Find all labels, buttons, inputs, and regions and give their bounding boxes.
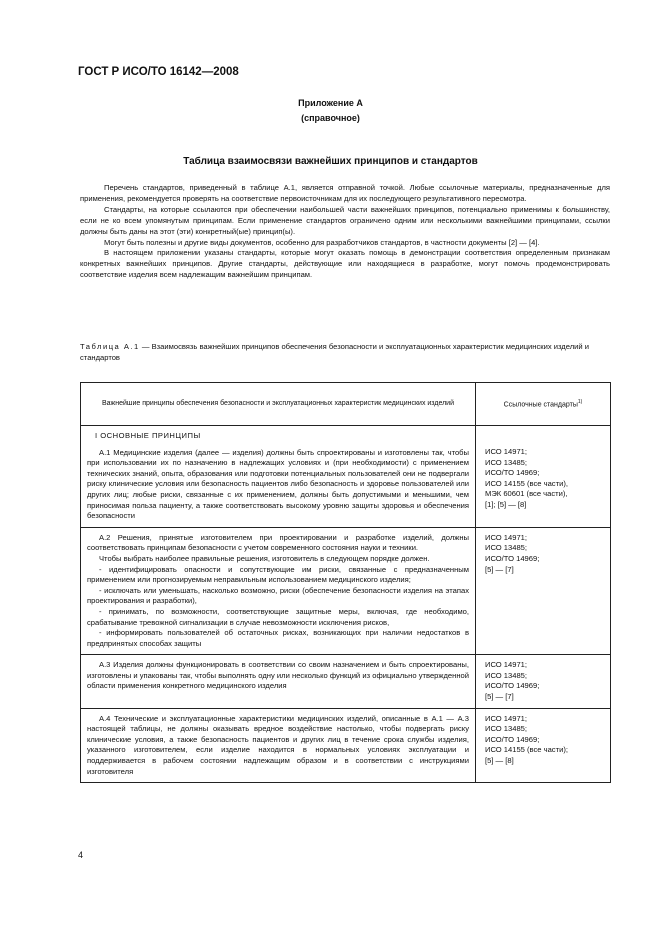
- principle-text: - принимать, по возможности, соответствующие защитные меры, включая, где необходимо, срабатывание тревожной сигнализации в случае невозможности исключения рисков,: [87, 606, 469, 627]
- standard-ref: [5] — [7]: [485, 692, 514, 702]
- principle-text: А.1 Медицинские изделия (далее — изделия) должны быть спроектированы и изготовлены так, чтобы при использовании их по назначению в надлежащих условиях и (при необходимости) с применением технических знаний, опыта, образования или подготовки потенциальных пользователей они не подвергали риску клинические условия или безопасность пациентов либо безопасность и здоровье пользователей или других лиц; любые риски, связанные с их применением, должны быть допустимыми и меньшими, чем приносимая польза пациенту, а также соответствовать высокому уровню защиты здоровья и обеспечения безопасности: [87, 447, 469, 521]
- table-row: [81, 426, 611, 528]
- standards-cell: [476, 708, 611, 783]
- table-caption-label: Таблица А.1: [80, 342, 140, 351]
- standard-ref: ИСО/ТО 14969;: [485, 468, 540, 478]
- standard-ref: [1]; [5] — [8]: [485, 499, 527, 509]
- standard-ref: ИСО 13485;: [485, 670, 528, 680]
- principle-text: А.2 Решения, принятые изготовителем при проектировании и разработке изделий, должны соответствовать принципам безопасности с учетом современного состояния науки и техники.: [87, 532, 469, 553]
- document-header: ГОСТ Р ИСО/ТО 16142—2008: [78, 66, 239, 78]
- standard-ref: ИСО 14971;: [485, 532, 528, 542]
- principle-cell: [81, 708, 476, 783]
- standard-ref: ИСО 14971;: [485, 660, 528, 670]
- table-header-row: [81, 383, 611, 426]
- footnote-marker: 1): [577, 399, 583, 406]
- appendix-title: Приложение А: [298, 98, 363, 108]
- appendix-heading: [0, 96, 661, 126]
- section-heading: I ОСНОВНЫЕ ПРИНЦИПЫ: [95, 431, 201, 440]
- standard-ref: ИСО 14155 (все части);: [485, 745, 568, 755]
- standard-ref: [5] — [7]: [485, 564, 514, 574]
- intro-paragraph: В настоящем приложении указаны стандарты, которые могут оказать помощь в демонстрации соответствия определенным признакам конкретных важнейших принципов. Другие стандарты, действующие или находящиеся в разработке, могут помочь продемонстрировать соответствие изделия всем надлежащим важнейшим принципам.: [80, 248, 610, 280]
- intro-paragraph: Стандарты, на которые ссылаются при обеспечении наибольшей части важнейших принципов, потенциально применимы к большинству, если не ко всем упомянутым принципам. Если применение стандартов ограничено одним или несколькими важнейшими принципами, ссылки должны быть даны на этот (эти) конкретный(ые) принцип(ы).: [80, 204, 610, 236]
- principle-text: - исключать или уменьшать, насколько возможно, риски (обеспечение безопасности изделия на этапах проектирования и разработки),: [87, 585, 469, 606]
- table-row: [81, 708, 611, 783]
- intro-text: [80, 183, 610, 281]
- col-principles-header: Важнейшие принципы обеспечения безопасности и эксплуатационных характеристик медицинских изделий: [81, 383, 476, 426]
- standard-ref: ИСО 13485;: [485, 543, 528, 553]
- col-standards-header: [476, 383, 611, 426]
- standard-ref: ИСО/ТО 14969;: [485, 553, 540, 563]
- standard-ref: МЭК 60601 (все части),: [485, 489, 568, 499]
- principles-table: [80, 382, 611, 783]
- standards-cell: [476, 527, 611, 655]
- intro-paragraph: Перечень стандартов, приведенный в таблице А.1, является отправной точкой. Любые ссылочные материалы, предназначенные для применения, рекомендуется проверять на соответствие первоисточникам для их последующего результативного пересмотра.: [80, 183, 610, 203]
- standard-ref: ИСО 13485;: [485, 457, 528, 467]
- standard-ref: ИСО 14971;: [485, 713, 528, 723]
- col-standards-label: Ссылочные стандарты: [503, 401, 578, 409]
- page-number: 4: [78, 850, 84, 860]
- standard-ref: ИСО 13485;: [485, 724, 528, 734]
- table-row: [81, 527, 611, 655]
- principle-text: - идентифицировать опасности и сопутствующие им риски, связанные с предназначенным применением или прогнозируемым неправильным использованием медицинского изделия;: [87, 564, 469, 585]
- principle-cell: [81, 426, 476, 528]
- standards-cell: [476, 426, 611, 528]
- appendix-subtitle: (справочное): [301, 113, 360, 123]
- standard-ref: ИСО 14155 (все части),: [485, 478, 568, 488]
- table-caption: [80, 342, 610, 364]
- standard-ref: [5] — [8]: [485, 756, 514, 766]
- standard-ref: ИСО 14971;: [485, 447, 528, 456]
- standard-ref: ИСО/ТО 14969;: [485, 681, 540, 691]
- principle-text: А.3 Изделия должны функционировать в соответствии со своим назначением и быть спроектированы, изготовлены и упакованы так, чтобы выполнять одну или несколько функций из официально утвержденной области применения конкретного медицинского изделия: [87, 660, 469, 691]
- principle-text: А.4 Технические и эксплуатационные характеристики медицинских изделий, описанные в А.1 — А.3 настоящей таблицы, не должны оказывать вредное воздействие настолько, чтобы подвергать риску клинические условия, а также безопасность пациентов и других лиц в течение срока службы изделия, указанного изготовителем, если изделие находится в нормальных условиях эксплуатации и поддерживается в рабочем состоянии надлежащим образом и в соответствии с инструкциями изготовителя: [87, 713, 469, 776]
- principle-text: - информировать пользователей об остаточных рисках, возникающих при наличии недостатков в предпринятых способах защиты: [87, 628, 469, 648]
- table-caption-text: — Взаимосвязь важнейших принципов обеспечения безопасности и эксплуатационных характеристик медицинских изделий и стандартов: [80, 342, 589, 362]
- principle-cell: [81, 655, 476, 708]
- table-row: [81, 655, 611, 708]
- section-title: Таблица взаимосвязи важнейших принципов и стандартов: [183, 156, 478, 167]
- principle-cell: [81, 527, 476, 655]
- principle-text: Чтобы выбрать наиболее правильные решения, изготовитель в следующем порядке должен.: [99, 553, 430, 563]
- standard-ref: ИСО/ТО 14969;: [485, 734, 540, 744]
- intro-paragraph: Могут быть полезны и другие виды документов, особенно для разработчиков стандартов, в частности документы [2] — [4].: [104, 237, 540, 247]
- standards-cell: [476, 655, 611, 708]
